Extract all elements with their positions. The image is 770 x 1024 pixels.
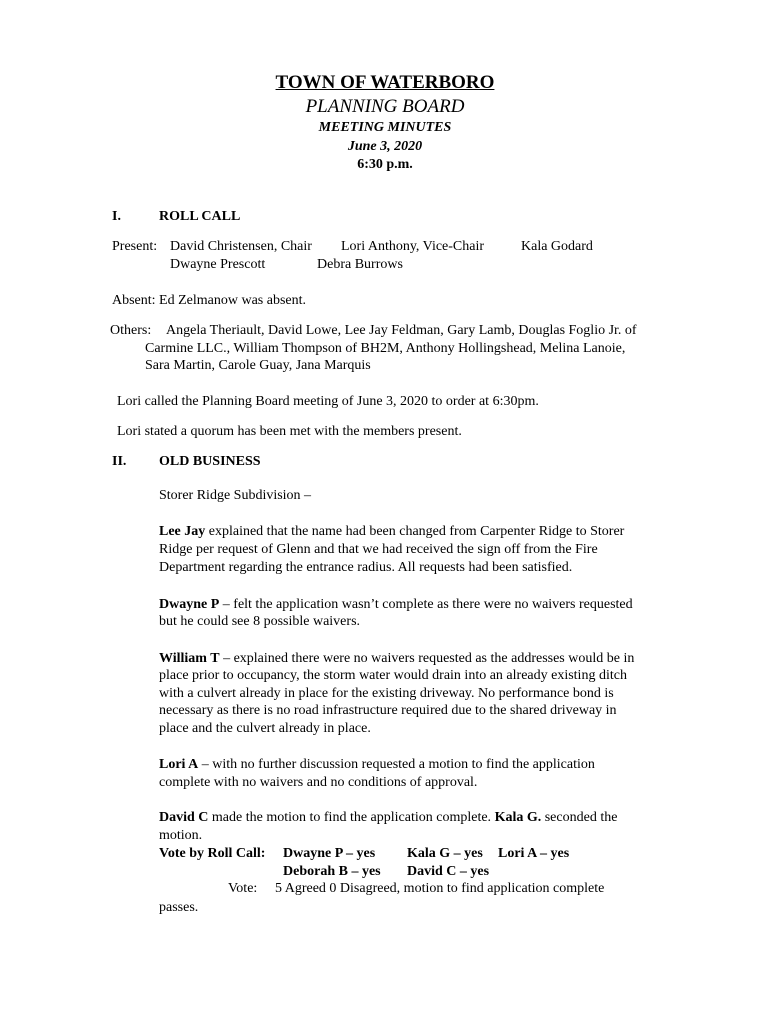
board-name: PLANNING BOARD bbox=[305, 96, 465, 117]
paragraph-lee-jay-line-2: Ridge per request of Glenn and that we had received the sign off from the Fire bbox=[159, 542, 598, 557]
vote-result-label: Vote: bbox=[228, 881, 258, 896]
others-line-3: Sara Martin, Carole Guay, Jana Marquis bbox=[145, 358, 371, 373]
paragraph-william-line-4: necessary as there is no road infrastructure required due to the shared driveway in bbox=[159, 703, 617, 718]
speaker-name: Lori A bbox=[159, 757, 199, 772]
speaker-name: David C bbox=[159, 810, 209, 825]
present-member-1: David Christensen, Chair bbox=[170, 239, 312, 254]
paragraph-lori-line-2: complete with no waivers and no conditions of approval. bbox=[159, 775, 478, 790]
paragraph-lee-jay-line-1 bbox=[159, 523, 624, 541]
paragraph-text: made the motion to find the application complete. bbox=[208, 810, 495, 825]
others-line-2: Carmine LLC., William Thompson of BH2M, Anthony Hollingshead, Melina Lanoie, bbox=[145, 341, 626, 356]
vote-dwayne: Dwayne P – yes bbox=[283, 846, 376, 861]
present-member-3: Kala Godard bbox=[521, 239, 593, 254]
vote-deborah: Deborah B – yes bbox=[283, 864, 381, 879]
vote-result-end: passes. bbox=[159, 900, 199, 915]
paragraph-text: – with no further discussion requested a motion to find the application bbox=[198, 757, 595, 772]
paragraph-william-line-3: with a culvert already in place for the existing driveway. No performance bond is bbox=[159, 686, 614, 701]
vote-lori: Lori A – yes bbox=[498, 846, 570, 861]
speaker-name: William T bbox=[159, 651, 220, 666]
agenda-item-title: Storer Ridge Subdivision – bbox=[159, 488, 312, 503]
vote-david: David C – yes bbox=[407, 864, 490, 879]
paragraph-william-line-2: place prior to occupancy, the storm water would drain into an already existing ditch bbox=[159, 668, 627, 683]
meeting-time: 6:30 p.m. bbox=[357, 157, 413, 172]
meeting-date: June 3, 2020 bbox=[347, 139, 423, 154]
section-2-numeral: II. bbox=[112, 454, 127, 469]
paragraph-william-line-1 bbox=[159, 650, 634, 668]
call-to-order: Lori called the Planning Board meeting of June 3, 2020 to order at 6:30pm. bbox=[117, 394, 539, 409]
vote-label: Vote by Roll Call: bbox=[159, 846, 266, 861]
motion-line-2: motion. bbox=[159, 828, 203, 843]
paragraph-william-line-5: place and the culvert already in place. bbox=[159, 721, 371, 736]
speaker-name: Dwayne P bbox=[159, 597, 220, 612]
speaker-name: Lee Jay bbox=[159, 524, 206, 539]
section-1-title: ROLL CALL bbox=[159, 209, 241, 224]
vote-kala: Kala G – yes bbox=[407, 846, 483, 861]
paragraph-text: – explained there were no waivers requested as the addresses would be in bbox=[219, 651, 635, 666]
present-label: Present: bbox=[112, 239, 158, 254]
others-label: Others: bbox=[110, 323, 152, 338]
section-2-title: OLD BUSINESS bbox=[159, 454, 261, 469]
doc-type: MEETING MINUTES bbox=[318, 120, 452, 135]
present-member-5: Debra Burrows bbox=[317, 257, 403, 272]
section-1-numeral: I. bbox=[112, 209, 121, 224]
paragraph-dwayne-line-2: but he could see 8 possible waivers. bbox=[159, 614, 361, 629]
document-title: TOWN OF WATERBORO bbox=[275, 72, 495, 93]
paragraph-lori-line-1 bbox=[159, 756, 595, 774]
paragraph-text: – felt the application wasn’t complete as there were no waivers requested bbox=[219, 597, 633, 612]
others-line-1: Angela Theriault, David Lowe, Lee Jay Feldman, Gary Lamb, Douglas Foglio Jr. of bbox=[166, 323, 637, 338]
absent-line: Absent: Ed Zelmanow was absent. bbox=[112, 293, 307, 308]
present-member-4: Dwayne Prescott bbox=[170, 257, 266, 272]
paragraph-text: explained that the name had been changed from Carpenter Ridge to Storer bbox=[205, 524, 625, 539]
quorum-statement: Lori stated a quorum has been met with the members present. bbox=[117, 424, 462, 439]
present-member-2: Lori Anthony, Vice-Chair bbox=[341, 239, 485, 254]
paragraph-dwayne-line-1 bbox=[159, 596, 633, 614]
paragraph-lee-jay-line-3: Department regarding the entrance radius. All requests had been satisfied. bbox=[159, 560, 573, 575]
vote-result: 5 Agreed 0 Disagreed, motion to find application complete bbox=[275, 881, 605, 896]
motion-line-1 bbox=[159, 809, 617, 827]
speaker-name: Kala G. bbox=[494, 810, 542, 825]
paragraph-text: seconded the bbox=[541, 810, 618, 825]
